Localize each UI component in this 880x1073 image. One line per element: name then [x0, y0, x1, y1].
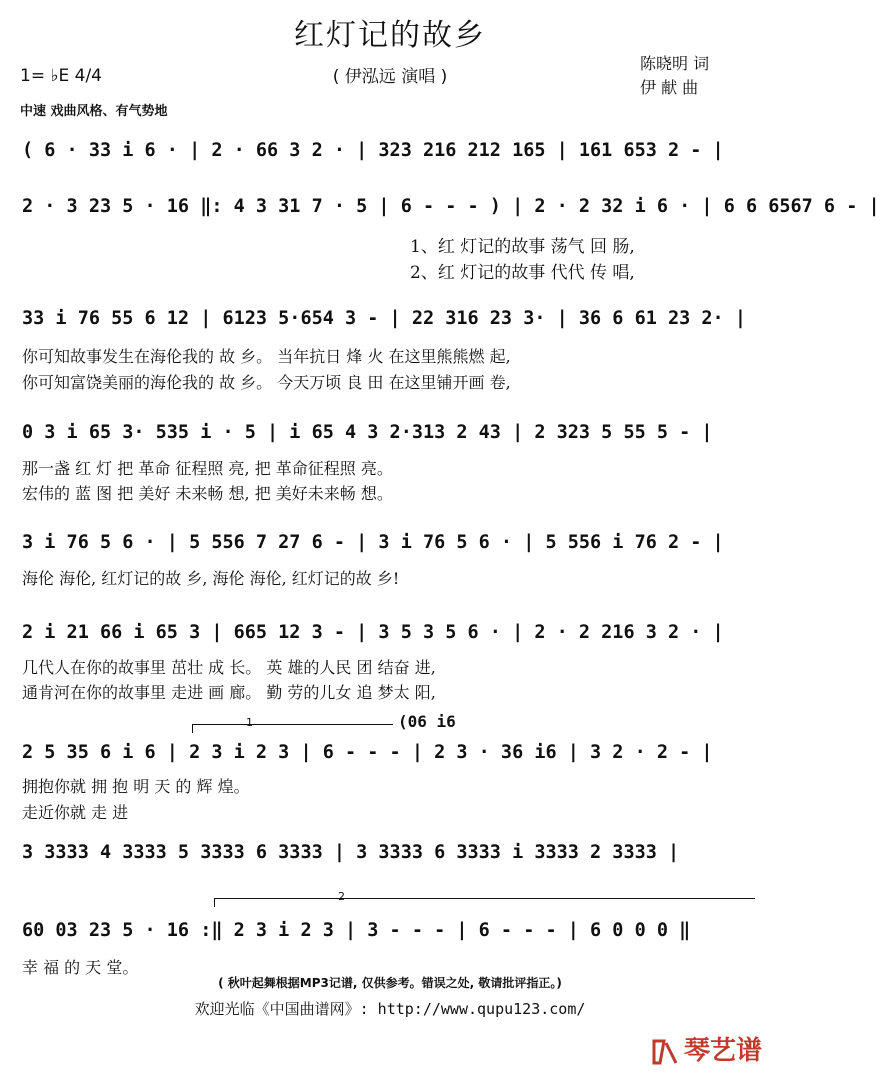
song-title: 红灯记的故乡	[294, 18, 486, 53]
lyrics-row-4-verse-2: 宏伟的 蓝 图 把 美好 未来畅 想, 把 美好未来畅 想。	[22, 484, 393, 503]
tempo-marking: 中速 戏曲风格、有气势地	[20, 104, 168, 119]
lyrics-row-6-verse-2: 通肯河在你的故事里 走进 画 廊。 勤 劳的儿女 追 梦太 阳,	[22, 683, 436, 702]
logo-text: 琴艺谱	[684, 1036, 763, 1066]
notation-row-7: 2 5 35 6 i 6 | 2 3 i 2 3 | 6 - - - | 2 3 · 36 i6 | 3 2 · 2 - |	[22, 742, 713, 763]
notation-row-2: 2 · 3 23 5 · 16 ‖: 4 3 31 7 · 5 | 6 - - - ) | 2 · 2 32 i 6 · | 6 6 6567 6 - |	[22, 196, 880, 217]
lyrics-row-5: 海伦 海伦, 红灯记的故 乡, 海伦 海伦, 红灯记的故 乡!	[22, 569, 400, 588]
credits	[640, 52, 709, 100]
pickup-notes: (06 i6	[398, 712, 456, 731]
lyrics-row-7-verse-2: 走近你就 走 进	[22, 803, 129, 822]
lyricist-credit: 陈晓明 词	[640, 54, 710, 73]
notation-row-9: 60 03 23 5 · 16 :‖ 2 3 i 2 3 | 3 - - - | 6 - - - | 6 0 0 0 ‖	[22, 920, 691, 941]
first-ending-bracket	[192, 724, 393, 733]
lyrics-row-3-verse-2: 你可知富饶美丽的海伦我的 故 乡。 今天万顷 良 田 在这里铺开画 卷,	[22, 373, 511, 392]
website-welcome[interactable]: 欢迎光临《中国曲谱网》: http://www.qupu123.com/	[194, 1000, 586, 1018]
second-ending-number: 2	[338, 890, 345, 903]
lyrics-row-4-verse-1: 那一盏 红 灯 把 革命 征程照 亮, 把 革命征程照 亮。	[22, 459, 393, 478]
performer-line: ( 伊泓远 演唱 )	[332, 67, 448, 87]
lyrics-row-6-verse-1: 几代人在你的故事里 茁壮 成 长。 英 雄的人民 团 结奋 进,	[22, 658, 436, 677]
notation-row-8-interlude: 3 3333 4 3333 5 3333 6 3333 | 3 3333 6 3333 i 3333 2 3333 |	[22, 842, 680, 863]
key-signature: 1= ♭E 4/4	[20, 66, 102, 86]
lyrics-row-9: 幸 福 的 天 堂。	[22, 958, 139, 977]
notation-row-4: 0 3 i 65 3· 535 i · 5 | i 65 4 3 2·313 2 43 | 2 323 5 55 5 - |	[22, 422, 713, 443]
notation-row-3: 33 i 76 55 6 12 | 6123 5·654 3 - | 22 316 23 3· | 36 6 61 23 2· |	[22, 308, 746, 329]
notation-row-1: ( 6 · 33 i 6 · | 2 · 66 3 2 · | 323 216 212 165 | 161 653 2 - |	[22, 140, 724, 161]
notation-row-6: 2 i 21 66 i 65 3 | 665 12 3 - | 3 5 3 5 6 · | 2 · 2 216 3 2 · |	[22, 622, 724, 643]
lyrics-row-7-verse-1: 拥抱你就 拥 抱 明 天 的 辉 煌。	[22, 777, 250, 796]
lyrics-row-3-verse-1: 你可知故事发生在海伦我的 故 乡。 当年抗日 烽 火 在这里熊熊燃 起,	[22, 347, 511, 366]
composer-credit: 伊 献 曲	[640, 78, 699, 97]
site-logo	[650, 1030, 762, 1067]
transcription-note: ( 秋叶起舞根据MP3记谱, 仅供参考。错误之处, 敬请批评指正。)	[218, 976, 562, 990]
second-ending-bracket	[214, 898, 755, 907]
notation-row-5: 3 i 76 5 6 · | 5 556 7 27 6 - | 3 i 76 5 6 · | 5 556 i 76 2 - |	[22, 532, 724, 553]
qin-logo-icon	[650, 1037, 680, 1067]
lyrics-row-2-verse-2: 2、红 灯记的故事 代代 传 唱,	[410, 263, 635, 283]
lyrics-row-2-verse-1: 1、红 灯记的故事 荡气 回 肠,	[410, 237, 635, 257]
first-ending-number: 1	[246, 716, 253, 729]
